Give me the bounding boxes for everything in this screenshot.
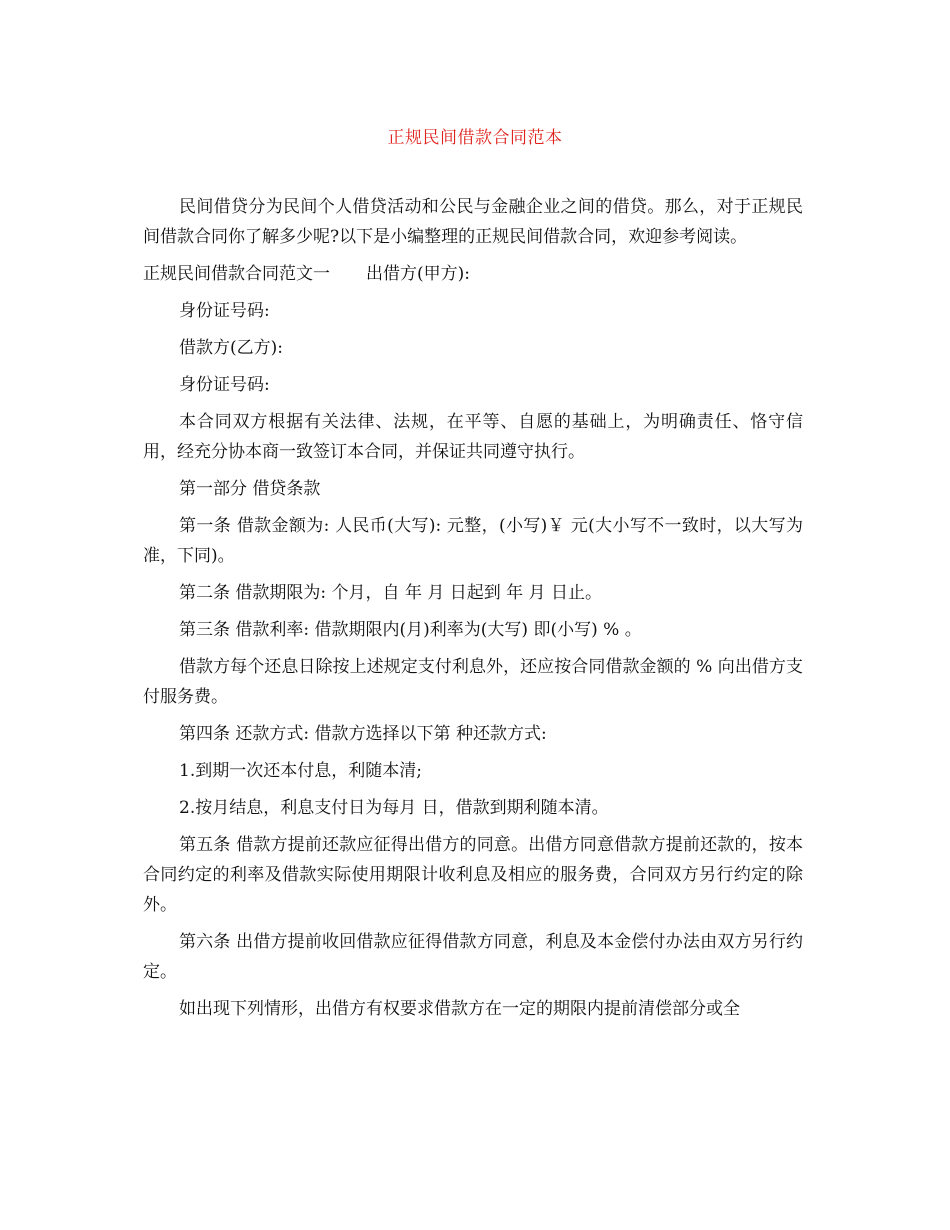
clause-4: 第四条 还款方式: 借款方选择以下第 种还款方式: <box>179 724 547 744</box>
lender-id-line: 身份证号码: <box>179 301 270 321</box>
clause-3: 第三条 借款利率: 借款期限内(月)利率为(大写) 即(小写) % 。 <box>179 620 642 640</box>
clause-1: 第一条 借款金额为: 人民币(大写): 元整，(小写)￥ 元(大小写不一致时，以大写为准，下同)。 <box>143 516 803 566</box>
intro-paragraph: 民间借贷分为民间个人借贷活动和公民与金融企业之间的借贷。那么，对于正规民间借款合同你了解多少呢?以下是小编整理的正规民间借款合同，欢迎参考阅读。 <box>143 197 803 247</box>
borrower-id-line: 身份证号码: <box>179 375 270 395</box>
document-title: 正规民间借款合同范本 <box>387 128 563 148</box>
sample-heading-line <box>143 259 803 289</box>
clause-5: 第五条 借款方提前还款应征得出借方的同意。出借方同意借款方提前还款的，按本合同约定的利率及借款实际使用期限计收利息及相应的服务费，合同双方另行约定的除外。 <box>143 835 803 915</box>
document-body <box>143 192 803 1031</box>
borrower-label-line: 借款方(乙方): <box>179 338 283 358</box>
repayment-option-2: 2.按月结息，利息支付日为每月 日，借款到期利随本清。 <box>179 798 609 818</box>
sample-heading: 正规民间借款合同范文一 <box>143 264 330 284</box>
clause-6: 第六条 出借方提前收回借款应征得借款方同意，利息及本金偿付办法由双方另行约定。 <box>143 932 803 982</box>
agreement-paragraph: 本合同双方根据有关法律、法规，在平等、自愿的基础上，为明确责任、恪守信用，经充分协本商一致签订本合同，并保证共同遵守执行。 <box>143 412 803 462</box>
lender-label: 出借方(甲方): <box>366 264 470 284</box>
clause-2: 第二条 借款期限为: 个月，自 年 月 日起到 年 月 日止。 <box>179 583 602 603</box>
repayment-option-1: 1.到期一次还本付息，利随本清; <box>179 761 422 781</box>
service-fee-paragraph: 借款方每个还息日除按上述规定支付利息外，还应按合同借款金额的 % 向出借方支付服务费。 <box>143 657 803 707</box>
section-heading: 第一部分 借贷条款 <box>179 479 321 499</box>
conditions-paragraph: 如出现下列情形，出借方有权要求借款方在一定的期限内提前清偿部分或全 <box>179 999 740 1019</box>
